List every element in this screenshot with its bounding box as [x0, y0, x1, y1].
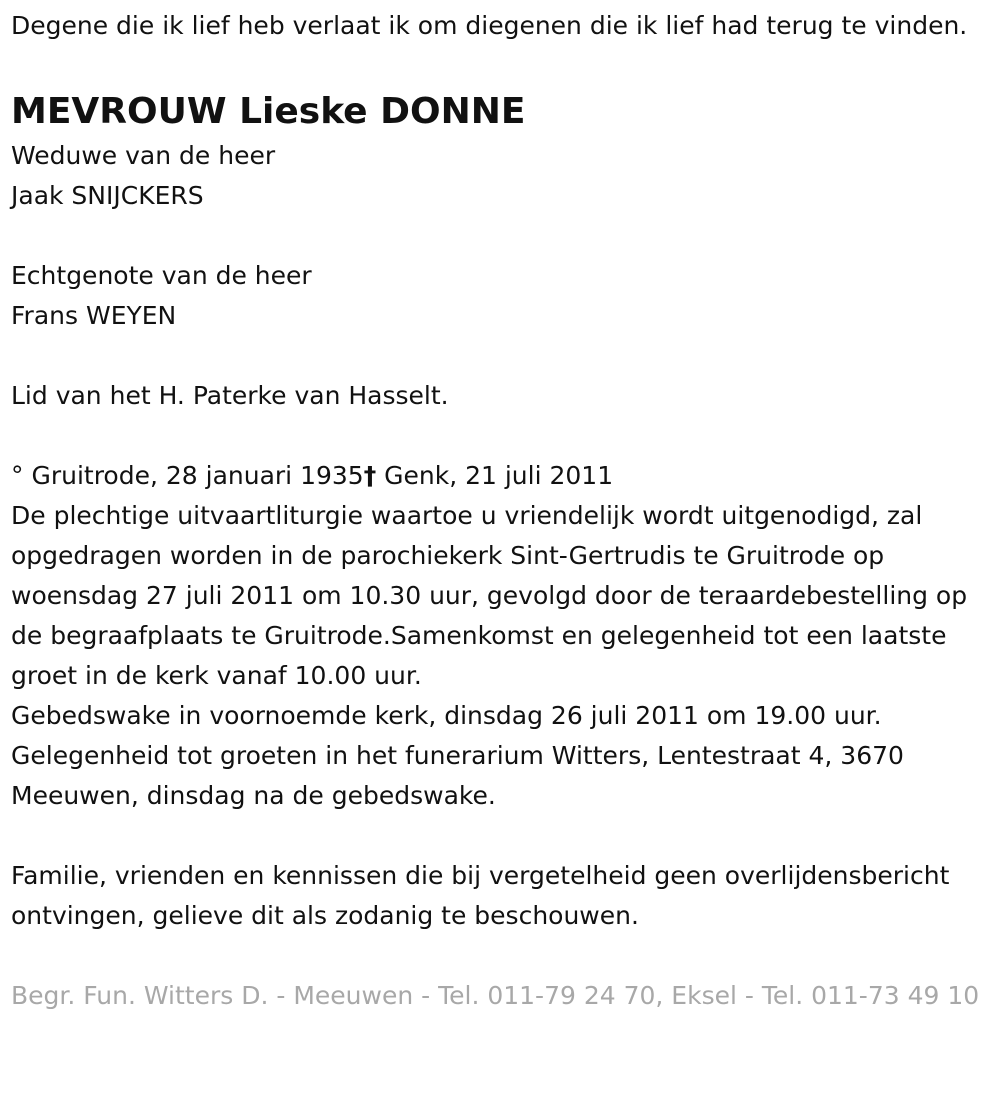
family-note: Familie, vrienden en kennissen die bij vergetelheid geen overlijdensbericht ontvingen, gelieve dit als zodanig te beschouwen.	[11, 861, 950, 930]
wife-of-block	[11, 256, 990, 336]
spacer	[11, 336, 990, 376]
death-date: Genk, 21 juli 2011	[376, 461, 614, 490]
visitation-details: Gelegenheid tot groeten in het funerarium Witters, Lentestraat 4, 3670 Meeuwen, dinsdag na de gebedswake.	[11, 741, 904, 810]
spacer	[11, 816, 990, 856]
ceremony-details: De plechtige uitvaartliturgie waartoe u vriendelijk wordt uitgenodigd, zal opgedragen worden in de parochiekerk Sint-Gertrudis te Gruitrode op woensdag 27 juli 2011 om 10.30 uur, gevolgd door de teraardebestelling op de begraafplaats te Gruitrode.Samenkomst en gelegenheid tot een laatste groet in de kerk vanaf 10.00 uur.	[11, 501, 968, 690]
membership-line: Lid van het H. Paterke van Hasselt.	[11, 381, 449, 410]
husband-name: Frans WEYEN	[11, 301, 177, 330]
spacer	[11, 936, 990, 976]
late-husband-name: Jaak SNIJCKERS	[11, 181, 204, 210]
wife-of-label: Echtgenote van de heer	[11, 261, 312, 290]
opening-quote: Degene die ik lief heb verlaat ik om diegenen die ik lief had terug te vinden.	[11, 11, 968, 40]
spacer	[11, 216, 990, 256]
widow-of-block	[11, 136, 990, 216]
funeral-home-footer: Begr. Fun. Witters D. - Meeuwen - Tel. 011-79 24 70, Eksel - Tel. 011-73 49 10	[11, 981, 980, 1010]
cross-icon: †	[363, 461, 377, 490]
birth-death-dates	[11, 456, 990, 496]
widow-of-label: Weduwe van de heer	[11, 141, 276, 170]
birth-date: ° Gruitrode, 28 januari 1935	[11, 461, 364, 490]
wake-details: Gebedswake in voornoemde kerk, dinsdag 26 juli 2011 om 19.00 uur.	[11, 701, 882, 730]
spacer	[11, 416, 990, 456]
deceased-name: MEVROUW Lieske DONNE	[11, 91, 526, 132]
